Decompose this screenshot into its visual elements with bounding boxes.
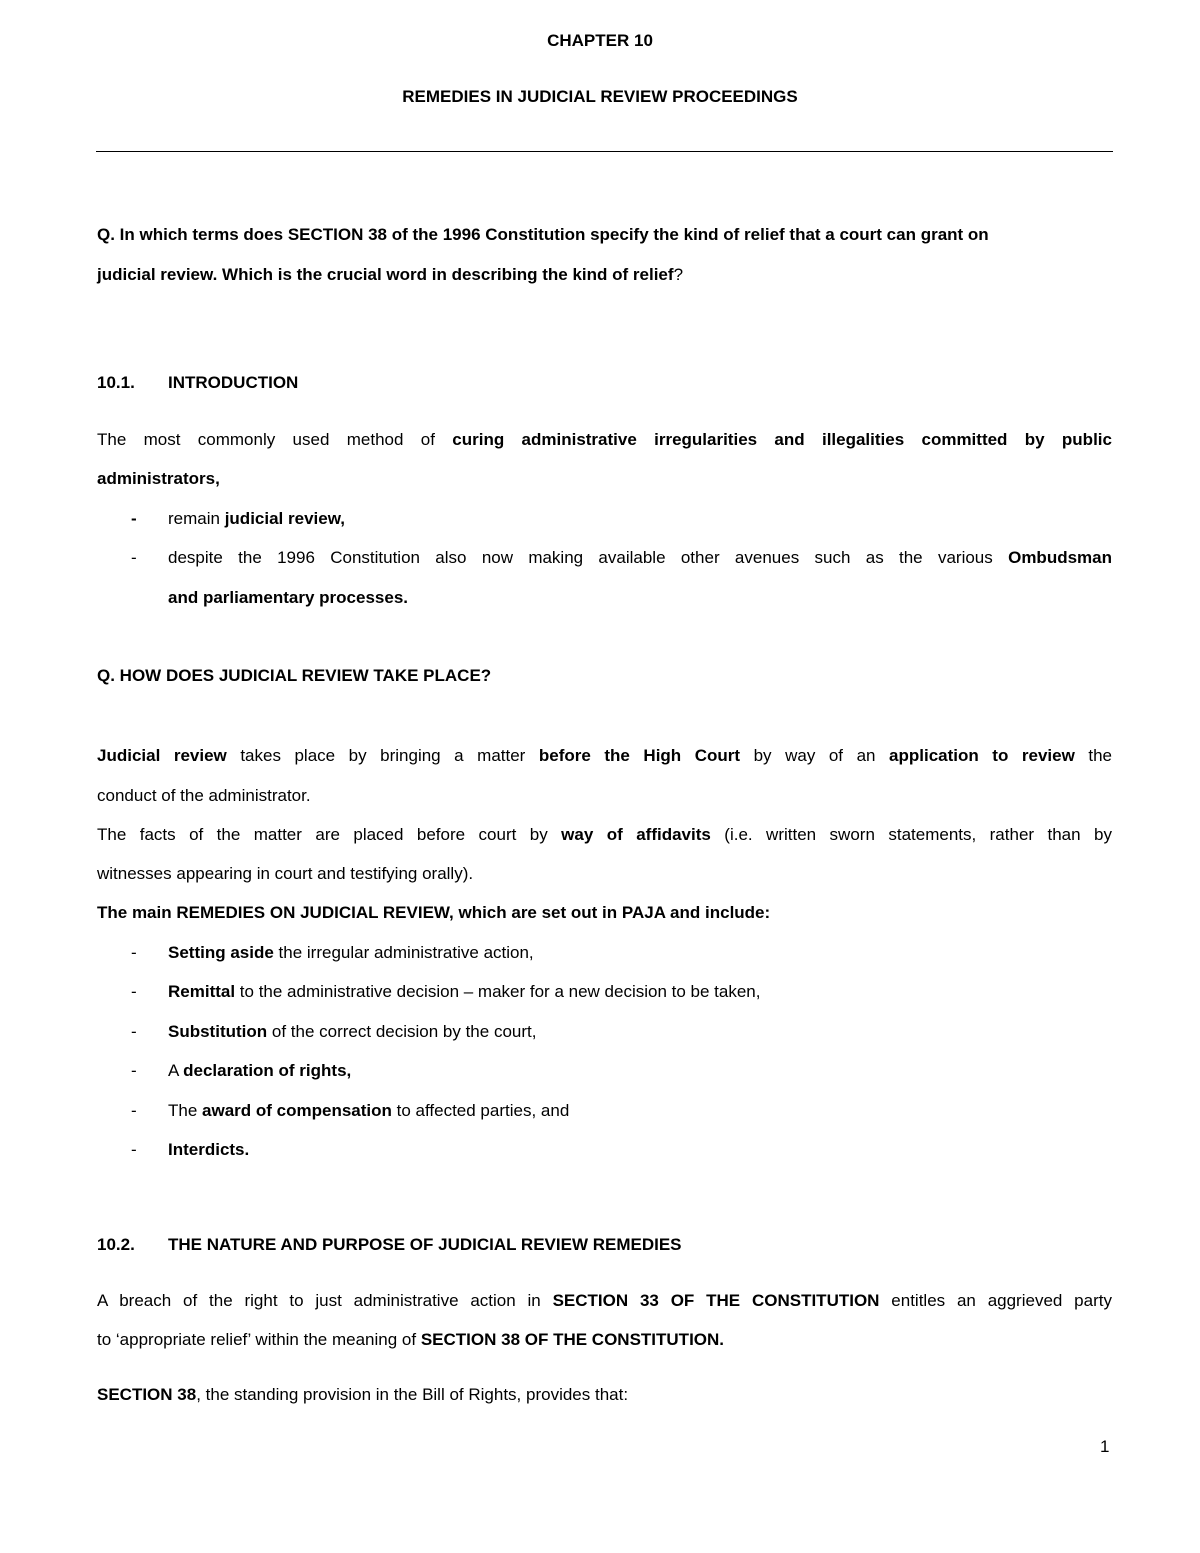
s38-text-1: to ‘appropriate relief’ within the meaning of [97,1330,417,1349]
remedy-dash: - [131,943,137,962]
remedy-bold-text: Remittal [168,982,236,1001]
remedy-post-text: the irregular administrative action, [273,943,534,962]
review-bold-1: Judicial review [97,746,227,765]
s33-bold: SECTION 33 OF THE CONSTITUTION [552,1291,880,1310]
intro-para-bold: curing administrative irregularities and illegalities committed by public [452,430,1112,449]
intro-bullet-2 [168,548,1112,568]
section-10-1-number: 10.1. [97,373,135,392]
remedy-pre-text: A [168,1061,184,1080]
remedy-post-text: to the administrative decision – maker for a new decision to be taken, [235,982,761,1001]
intro-para-line-1 [97,430,1112,450]
intro-bullet-1 [168,509,345,529]
remedy-item [168,1022,536,1042]
question-1-line-2 [97,265,683,285]
section-10-1-title: INTRODUCTION [168,373,299,392]
s33-text-2: entitles an aggrieved party [891,1291,1112,1310]
intro-para-line-2: administrators, [97,469,220,488]
remedy-item [168,982,760,1002]
chapter-title: REMEDIES IN JUDICIAL REVIEW PROCEEDINGS [402,87,798,106]
review-para-line-1 [97,746,1112,766]
intro-bullet-2-text: despite the 1996 Constitution also now making available other avenues such as the various [168,548,993,567]
remedy-item [168,1061,351,1081]
affidavit-text-2: (i.e. written sworn statements, rather than by [724,825,1112,844]
remedy-dash: - [131,1140,137,1159]
intro-bullet-dash: - [131,548,137,567]
remedies-heading: The main REMEDIES ON JUDICIAL REVIEW, which are set out in PAJA and include: [97,903,771,922]
s38-standing-bold: SECTION 38 [97,1385,197,1404]
remedy-bold-text: Interdicts. [168,1140,250,1159]
review-text-2: by way of an [753,746,876,765]
review-para-line-3 [97,825,1112,845]
remedy-item [168,1140,249,1160]
remedy-item [168,1101,569,1121]
page-number: 1 [1100,1437,1110,1456]
s38-bold: SECTION 38 OF THE CONSTITUTION. [420,1330,725,1349]
section-10-2-number: 10.2. [97,1235,135,1254]
question-2: Q. HOW DOES JUDICIAL REVIEW TAKE PLACE? [97,666,492,685]
question-1-line-2-bold: judicial review. Which is the crucial word in describing the kind of relief [97,265,674,284]
remedy-bold-text: Substitution [168,1022,268,1041]
intro-bullet-2-bold: Ombudsman [1008,548,1112,567]
review-text-3: the [1088,746,1112,765]
remedy-dash: - [131,982,137,1001]
s38-standing-text: , the standing provision in the Bill of Rights, provides that: [196,1385,629,1404]
section-10-2-title: THE NATURE AND PURPOSE OF JUDICIAL REVIEW REMEDIES [168,1235,682,1254]
intro-bullet-dash: - [131,509,137,528]
remedy-bold-text: declaration of rights, [183,1061,352,1080]
remedy-bold-text: award of compensation [202,1101,392,1120]
remedy-post-text: of the correct decision by the court, [267,1022,537,1041]
review-bold-2: before the High Court [538,746,741,765]
section-38-line [97,1385,628,1405]
question-1-line-1: Q. In which terms does SECTION 38 of the 1996 Constitution specify the kind of relief that a court can grant on [97,225,989,244]
section-10-2-para-line-1 [97,1291,1112,1311]
review-text-1: takes place by bringing a matter [240,746,526,765]
intro-bullet-2-continuation: and parliamentary processes. [168,588,409,607]
remedy-dash: - [131,1101,137,1120]
intro-bullet-1-text: remain [168,509,220,528]
section-10-2-para-line-2 [97,1330,724,1350]
question-1-line-2-end: ? [673,265,684,284]
affidavit-text-1: The facts of the matter are placed before court by [97,825,548,844]
remedy-dash: - [131,1061,137,1080]
remedy-post-text: to affected parties, and [391,1101,570,1120]
intro-bullet-1-bold: judicial review, [224,509,346,528]
remedy-dash: - [131,1022,137,1041]
s33-text-1: A breach of the right to just administrative action in [97,1291,541,1310]
review-para-line-2: conduct of the administrator. [97,786,311,805]
affidavit-bold: way of affidavits [561,825,711,844]
review-para-line-4: witnesses appearing in court and testifying orally). [97,864,474,883]
remedy-item [168,943,534,963]
header-divider [96,151,1113,152]
remedy-bold-text: Setting aside [168,943,274,962]
intro-para-start: The most commonly used method of [97,430,435,449]
chapter-label: CHAPTER 10 [547,31,653,50]
review-bold-3: application to review [889,746,1075,765]
remedy-pre-text: The [168,1101,203,1120]
